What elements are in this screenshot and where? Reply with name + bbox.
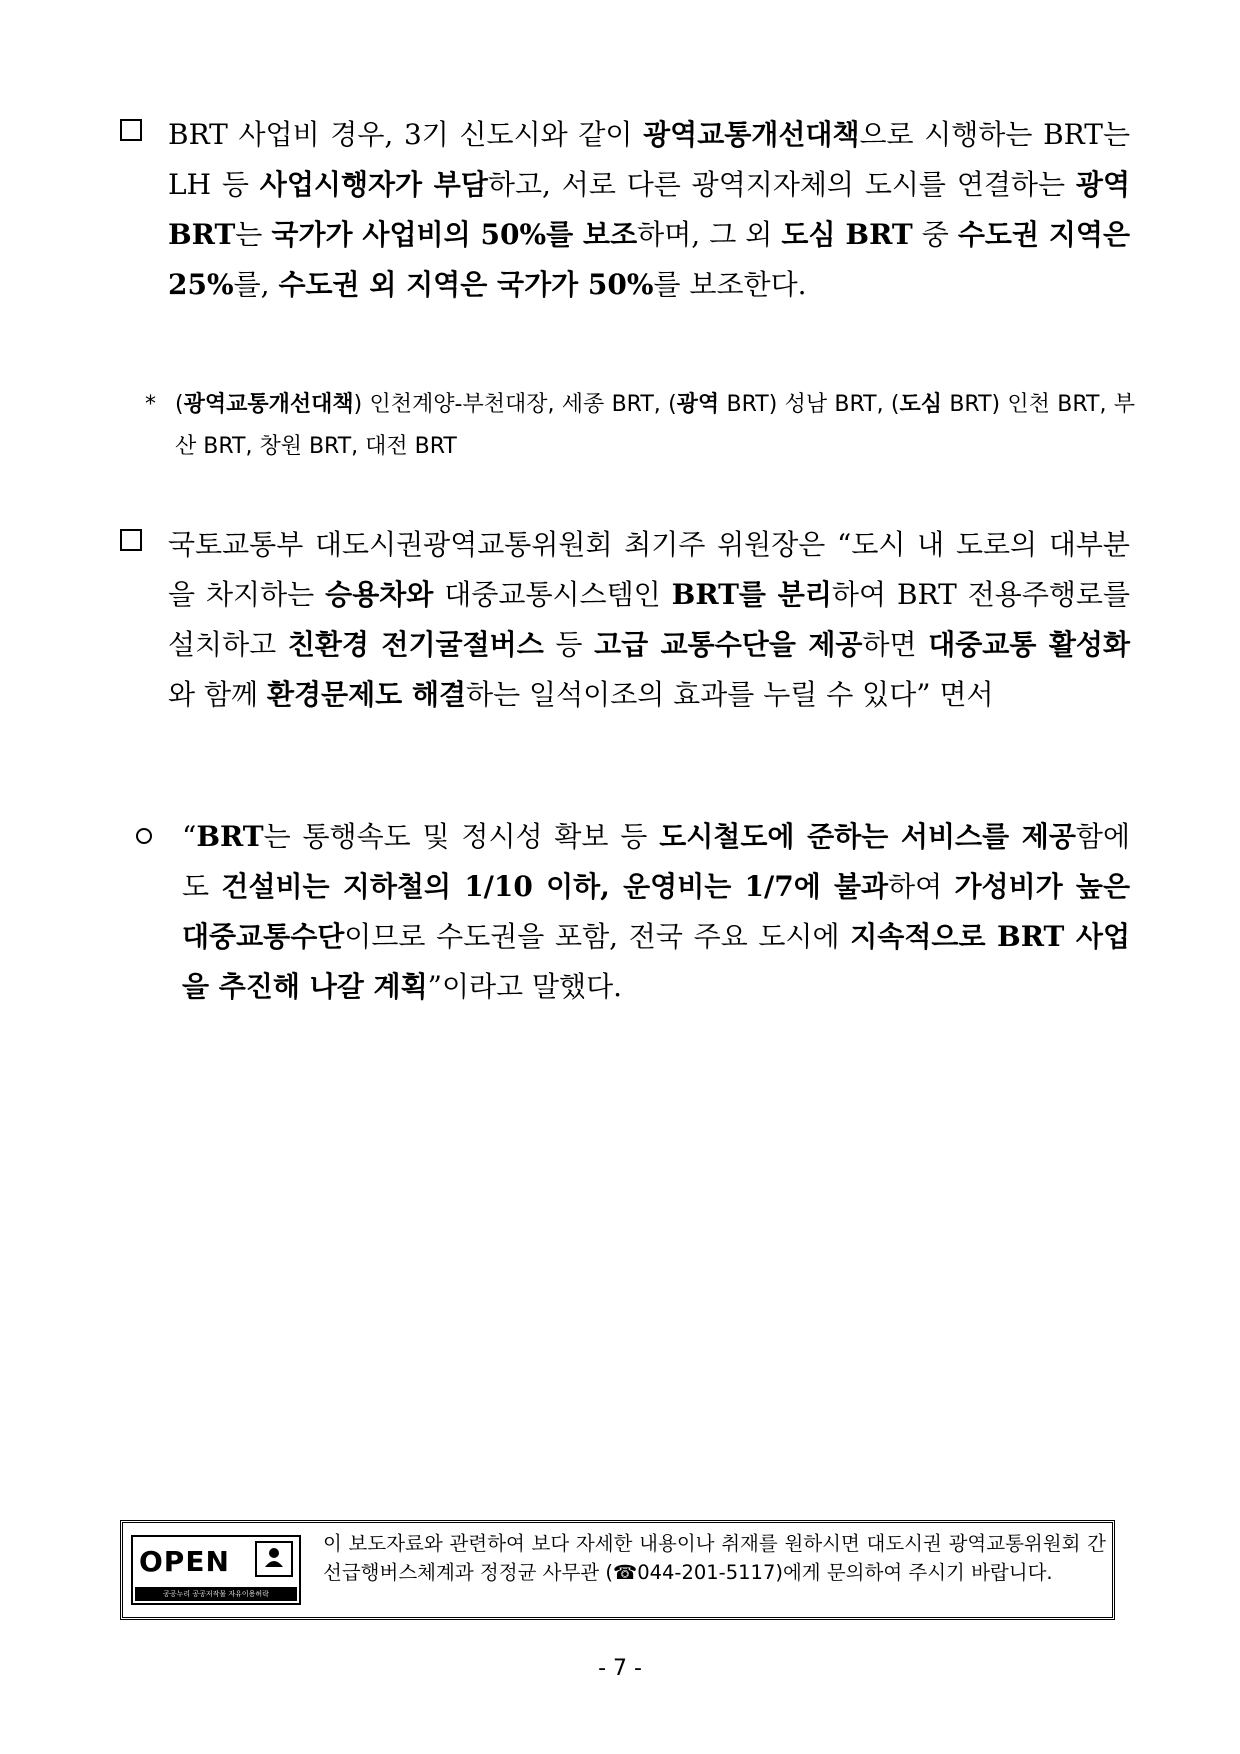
emphasis-text: 도시철도에 준하는 서비스를 제공: [659, 820, 1076, 853]
emphasis-text: 를: [546, 218, 584, 251]
page-number: - 7 -: [598, 1656, 642, 1681]
section-quote: [136, 812, 1130, 1012]
paragraph-text: [182, 812, 1130, 1012]
footnote-examples: [145, 384, 1135, 468]
emphasis-text: 고급 교통수단을 제공: [594, 628, 863, 661]
emphasis-text: 친환경 전기굴절버스: [287, 628, 544, 661]
text-run: 를,: [233, 268, 279, 301]
text-run: BRT) 인천 BRT, 부산 BRT, 창원 BRT, 대전 BRT: [175, 392, 1135, 459]
emphasis-text: 도심 BRT: [781, 218, 913, 251]
checkbox-bullet-icon: [120, 119, 142, 141]
circle-bullet-icon: [136, 828, 152, 844]
emphasis-text: 건설비는 지하철의 1/10 이하, 운영비는 1/7에 불과: [221, 870, 889, 903]
text-run: 으로 시행하는 BRT는 LH 등: [168, 118, 1130, 201]
person-license-icon: [255, 1541, 293, 1577]
contact-text: 이 보도자료와 관련하여 보다 자세한 내용이나 취재를 원하시면 대도시권 광역교통위원회 간선급행버스체계과 정정균 사무관 (☎044-201-5117)에게 문의하여 주시기 바랍니다.: [323, 1532, 1106, 1584]
emphasis-text: 국가가 사업비의 50%: [271, 218, 547, 251]
section-brt-funding: [120, 110, 1130, 310]
open-logo-text: OPEN: [139, 1544, 230, 1578]
emphasis-text: 대중교통 활성화: [928, 628, 1131, 661]
emphasis-text: 수도권 지역은 25%: [168, 218, 1131, 301]
text-run: 함에도: [182, 820, 1131, 903]
emphasis-text: 수도권 외 지역은 국가가 50%: [278, 268, 654, 301]
text-run: ”이라고 말했다.: [427, 970, 623, 1003]
text-run: 하며, 그 외: [637, 218, 782, 251]
text-run: 하면: [862, 628, 929, 661]
asterisk-marker: *: [145, 392, 156, 417]
text-run: 하여: [888, 870, 955, 903]
text-run: 국토교통부 대도시권광역교통위원회 최기주 위원장은 “도시 내 도로의 대부분을 차지하는: [168, 528, 1130, 611]
emphasis-text: 지속적으로 BRT 사업을 추진해 나갈 계획: [182, 920, 1130, 1003]
text-run: “: [182, 820, 197, 853]
emphasis-text: 도심: [899, 392, 943, 417]
text-run: 대중교통시스템인: [433, 578, 672, 611]
text-run: 는 통행속도 및 정시성 확보 등: [263, 820, 660, 853]
contact-info-box: [120, 1520, 1115, 1620]
emphasis-text: 광역교통개선대책: [183, 392, 354, 417]
logo-caption: 공공누리 공공저작물 자유이용허락: [135, 1587, 297, 1601]
checkbox-bullet-icon: [120, 529, 142, 551]
open-license-logo: [131, 1535, 301, 1605]
emphasis-text: 광역: [676, 392, 720, 417]
emphasis-text: 광역 BRT: [168, 168, 1131, 251]
paragraph-text: [168, 110, 1130, 310]
text-run: 중: [912, 218, 958, 251]
text-run: 이므로 수도권을 포함, 전국 주요 도시에: [344, 920, 851, 953]
text-run: BRT 사업비 경우, 3기 신도시와 같이: [168, 118, 644, 151]
text-run: 등: [543, 628, 595, 661]
text-run: 와 함께: [168, 678, 267, 711]
emphasis-text: 가성비가 높은 대중교통수단: [182, 870, 1130, 953]
text-run: 는: [235, 218, 272, 251]
emphasis-text: BRT: [196, 820, 264, 853]
emphasis-text: BRT를 분리: [671, 578, 832, 611]
emphasis-text: 승용차와: [325, 578, 434, 611]
text-run: ) 인천계양-부천대장, 세종 BRT, (: [353, 392, 677, 417]
footnote-text: [175, 384, 1135, 468]
text-run: (: [175, 392, 184, 417]
text-run: 하고, 서로 다른 광역지자체의 도시를 연결하는: [487, 168, 1076, 201]
paragraph-text: [168, 520, 1130, 720]
text-run: 하여 BRT 전용주행로를 설치하고: [168, 578, 1131, 661]
emphasis-text: 사업시행자가 부담: [259, 168, 488, 201]
text-run: 하는 일석이조의 효과를 누릴 수 있다” 면서: [466, 678, 994, 711]
text-run: 를 보조한다.: [653, 268, 807, 301]
emphasis-text: 환경문제도 해결: [266, 678, 467, 711]
emphasis-text: 보조: [583, 218, 638, 251]
emphasis-text: 광역교통개선대책: [643, 118, 860, 151]
text-run: BRT) 성남 BRT, (: [719, 392, 900, 417]
section-chairman-statement: [120, 520, 1130, 720]
